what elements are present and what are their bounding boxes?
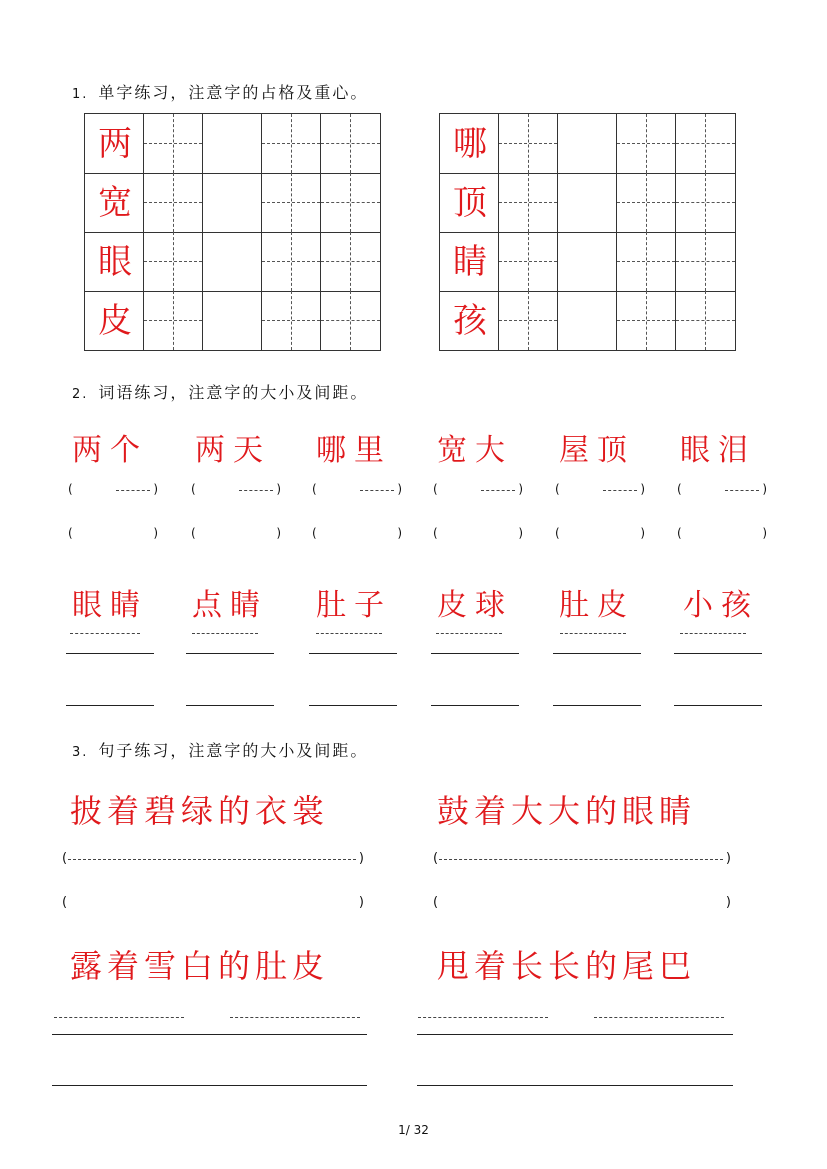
section-2-title: 词语练习，注意字的大小及间距。 (98, 383, 369, 402)
writing-line[interactable] (431, 653, 519, 654)
writing-line[interactable] (66, 653, 154, 654)
writing-line[interactable] (52, 1034, 367, 1035)
page-number: 1/ 32 (398, 1123, 429, 1137)
char-grid-left (84, 113, 381, 351)
word: 哪里 (316, 433, 392, 468)
section-3-title: 句子练习，注意字的大小及间距。 (98, 741, 369, 760)
sentence: 披着碧绿的衣裳 (70, 792, 330, 830)
word: 眼睛 (72, 588, 148, 623)
section-1-title: 单字练习，注意字的占格及重心。 (98, 83, 369, 102)
grid-char: 睛 (453, 242, 487, 282)
word: 肚皮 (559, 588, 635, 623)
writing-line[interactable] (66, 705, 154, 706)
word: 宽大 (437, 433, 513, 468)
word: 两个 (72, 433, 148, 468)
word: 小孩 (683, 588, 759, 623)
write-blank[interactable]: ( ) (191, 526, 281, 540)
write-blank[interactable]: ( ) (68, 526, 158, 540)
writing-line[interactable] (186, 653, 274, 654)
section-1-number: 1. (72, 87, 89, 102)
dashed-guide (70, 633, 140, 634)
writing-line[interactable] (674, 705, 762, 706)
grid-char: 皮 (98, 301, 132, 341)
word: 两天 (195, 433, 271, 468)
dashed-guide (680, 633, 746, 634)
dashed-guide (560, 633, 626, 634)
grid-char: 两 (98, 124, 132, 164)
writing-line[interactable] (52, 1085, 367, 1086)
word: 点睛 (192, 588, 268, 623)
section-1-heading (72, 80, 368, 103)
writing-line[interactable] (553, 653, 641, 654)
pinyin-blank[interactable]: ( ) (433, 482, 523, 496)
sentence: 露着雪白的肚皮 (70, 947, 330, 985)
section-2-heading (72, 380, 368, 403)
char-grid-right (439, 113, 736, 351)
dashed-guide (230, 1017, 360, 1018)
write-blank-long[interactable]: ( ) (62, 895, 364, 910)
section-3-heading (72, 738, 368, 761)
dashed-guide (54, 1017, 184, 1018)
dashed-guide (418, 1017, 548, 1018)
pinyin-blank[interactable]: ( ) (312, 482, 402, 496)
word: 肚子 (316, 588, 392, 623)
pinyin-blank[interactable]: ( ) (677, 482, 767, 496)
word: 屋顶 (559, 433, 635, 468)
write-blank[interactable]: ( ) (312, 526, 402, 540)
pinyin-blank-long[interactable]: ( ) (62, 851, 364, 866)
grid-char: 孩 (453, 301, 487, 341)
section-2-number: 2. (72, 387, 89, 402)
write-blank[interactable]: ( ) (433, 526, 523, 540)
sentence: 鼓着大大的眼睛 (437, 792, 697, 830)
grid-char: 哪 (453, 124, 487, 164)
word: 皮球 (437, 588, 513, 623)
write-blank[interactable]: ( ) (677, 526, 767, 540)
write-blank[interactable]: ( ) (555, 526, 645, 540)
pinyin-blank[interactable]: ( ) (191, 482, 281, 496)
dashed-guide (594, 1017, 724, 1018)
writing-line[interactable] (553, 705, 641, 706)
grid-char: 眼 (98, 242, 132, 282)
dashed-guide (192, 633, 258, 634)
writing-line[interactable] (417, 1034, 733, 1035)
word: 眼泪 (680, 433, 756, 468)
writing-line[interactable] (186, 705, 274, 706)
sentence: 甩着长长的尾巴 (437, 947, 697, 985)
dashed-guide (316, 633, 382, 634)
pinyin-blank[interactable]: ( ) (68, 482, 158, 496)
write-blank-long[interactable]: ( ) (433, 895, 731, 910)
pinyin-blank-long[interactable]: ( ) (433, 851, 731, 866)
writing-line[interactable] (431, 705, 519, 706)
grid-char: 顶 (453, 183, 487, 223)
writing-line[interactable] (417, 1085, 733, 1086)
grid-char: 宽 (98, 183, 132, 223)
dashed-guide (436, 633, 502, 634)
pinyin-blank[interactable]: ( ) (555, 482, 645, 496)
writing-line[interactable] (309, 653, 397, 654)
writing-line[interactable] (309, 705, 397, 706)
writing-line[interactable] (674, 653, 762, 654)
section-3-number: 3. (72, 745, 89, 760)
